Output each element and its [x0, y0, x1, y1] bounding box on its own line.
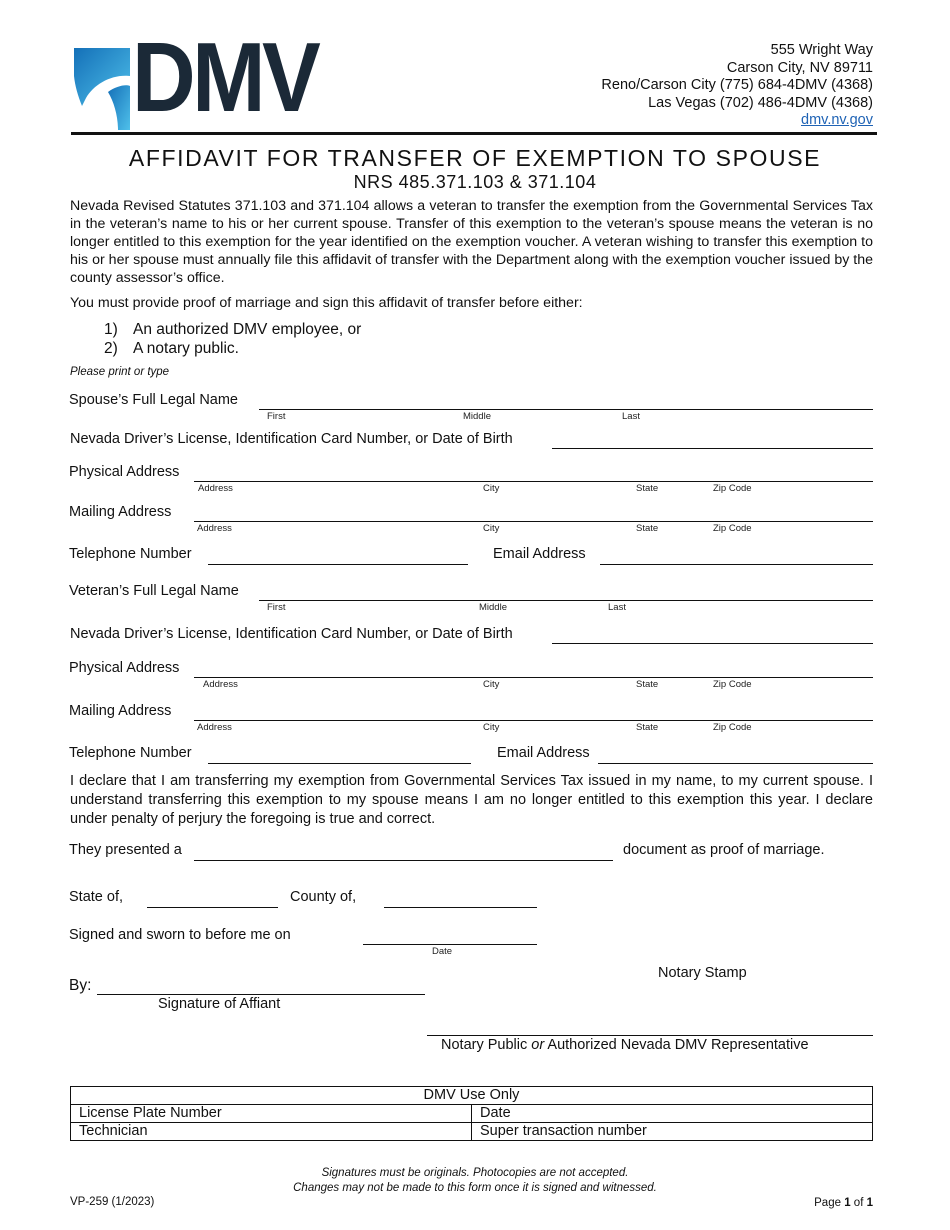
county-field[interactable] — [384, 907, 537, 908]
city-sublabel: City — [483, 523, 500, 534]
spouse-id-label: Nevada Driver’s License, Identification Card Number, or Date of Birth — [70, 431, 513, 447]
zip-sublabel: Zip Code — [713, 483, 752, 494]
middle-sublabel: Middle — [463, 411, 491, 422]
table-row — [71, 1105, 873, 1123]
dmv-logo — [72, 22, 318, 132]
proof-paragraph: You must provide proof of marriage and sign this affidavit of transfer before either: — [70, 295, 583, 311]
address-street: 555 Wright Way — [770, 42, 873, 58]
signature-affiant-label: Signature of Affiant — [158, 996, 281, 1012]
veteran-physical-field[interactable] — [194, 677, 873, 678]
middle-sublabel: Middle — [479, 602, 507, 613]
date-cell[interactable]: Date — [472, 1105, 873, 1123]
veteran-phone-field[interactable] — [208, 763, 471, 764]
address-sublabel: Address — [198, 483, 233, 494]
form-id: VP-259 (1/2023) — [70, 1196, 155, 1208]
phone-las-vegas: Las Vegas (702) 486-4DMV (4368) — [648, 94, 873, 111]
super-transaction-cell[interactable]: Super transaction number — [472, 1123, 873, 1141]
city-sublabel: City — [483, 722, 500, 733]
address-city: Carson City, NV 89711 — [726, 59, 873, 76]
form-title: AFFIDAVIT FOR TRANSFER OF EXEMPTION TO SPOUSE — [128, 145, 822, 171]
header-rule — [71, 132, 877, 135]
city-sublabel: City — [483, 679, 500, 690]
veteran-mailing-field[interactable] — [194, 720, 873, 721]
state-sublabel: State — [636, 679, 659, 690]
list-item: 1) An authorized DMV employee, or — [104, 321, 362, 338]
spouse-id-field[interactable] — [552, 448, 873, 449]
website-link[interactable]: dmv.nv.gov — [801, 112, 873, 128]
table-row — [71, 1123, 873, 1141]
address-sublabel: Address — [197, 722, 232, 733]
declaration-paragraph: I declare that I am transferring my exemption from Governmental Services Tax issued in my name, to my current spouse. I understand transferring this exemption to my spouse means I am no longer entitled to this exemption this year. I declare under penalty of perjury the foregoing is true and correct. — [70, 773, 873, 827]
state-label: State of, — [69, 889, 124, 905]
veteran-name-label: Veteran’s Full Legal Name — [69, 583, 239, 599]
state-sublabel: State — [636, 523, 659, 534]
veteran-name-field[interactable] — [259, 600, 873, 601]
print-note: Please print or type — [70, 366, 170, 378]
intro-paragraph: Nevada Revised Statutes 371.103 and 371.104 allows a veteran to transfer the exemption from the Governmental Services Tax in the veteran’s name to his or her current spouse. Transfer of this exemption to the veteran’s spouse means the veteran is no longer entitled to this exemption for the year identified on the exemption voucher. A veteran wishing to transfer this exemption to his or her spouse must annually file this affidavit of transfer with the Department along with the exemption voucher issued by the county assessor’s office. — [70, 198, 873, 286]
spouse-mailing-label: Mailing Address — [69, 504, 172, 520]
presented-suffix: document as proof of marriage. — [623, 842, 825, 858]
page-number: Page 1 of 1 — [814, 1197, 873, 1209]
spouse-name-field[interactable] — [259, 409, 873, 410]
county-label: County of, — [290, 889, 357, 905]
table-header: DMV Use Only — [71, 1087, 873, 1105]
options-list — [104, 320, 361, 358]
state-sublabel: State — [636, 483, 659, 494]
sworn-date-field[interactable] — [363, 944, 537, 945]
technician-cell[interactable]: Technician — [71, 1123, 472, 1141]
spouse-email-label: Email Address — [493, 546, 586, 562]
list-item: 2) A notary public. — [104, 340, 239, 357]
spouse-mailing-field[interactable] — [194, 521, 873, 522]
agency-address — [601, 42, 873, 130]
spouse-email-field[interactable] — [600, 564, 873, 565]
veteran-email-label: Email Address — [497, 745, 590, 761]
notary-representative-label: Notary Public or Authorized Nevada DMV Representative — [441, 1037, 809, 1053]
zip-sublabel: Zip Code — [713, 523, 752, 534]
spouse-physical-label: Physical Address — [69, 464, 180, 480]
zip-sublabel: Zip Code — [713, 679, 752, 690]
address-sublabel: Address — [197, 523, 232, 534]
date-sublabel: Date — [432, 946, 453, 957]
spouse-physical-field[interactable] — [194, 481, 873, 482]
zip-sublabel: Zip Code — [713, 722, 752, 733]
phone-reno: Reno/Carson City (775) 684-4DMV (4368) — [601, 77, 873, 93]
spouse-phone-field[interactable] — [208, 564, 468, 565]
notary-stamp-label: Notary Stamp — [658, 965, 747, 981]
presented-label: They presented a — [69, 842, 182, 858]
veteran-mailing-label: Mailing Address — [69, 703, 172, 719]
footer-note: Signatures must be originals. Photocopies are not accepted. Changes may not be made to this form once it is signed and witnessed. — [293, 1167, 657, 1194]
spouse-name-label: Spouse’s Full Legal Name — [69, 392, 238, 408]
logo-text: DMV — [132, 22, 318, 132]
veteran-id-label: Nevada Driver’s License, Identification Card Number, or Date of Birth — [70, 626, 513, 642]
affiant-signature-field[interactable] — [97, 994, 425, 995]
by-label: By: — [69, 977, 92, 994]
notary-signature-field[interactable] — [427, 1035, 873, 1036]
last-sublabel: Last — [608, 602, 626, 613]
last-sublabel: Last — [622, 411, 640, 422]
first-sublabel: First — [267, 602, 286, 613]
first-sublabel: First — [267, 411, 286, 422]
form-subtitle: NRS 485.371.103 & 371.104 — [353, 172, 597, 192]
veteran-email-field[interactable] — [598, 763, 873, 764]
address-sublabel: Address — [203, 679, 238, 690]
dmv-use-only-table — [70, 1086, 873, 1141]
state-sublabel: State — [636, 722, 659, 733]
veteran-phone-label: Telephone Number — [69, 745, 192, 761]
spouse-phone-label: Telephone Number — [69, 546, 192, 562]
sworn-label: Signed and sworn to before me on — [69, 927, 291, 943]
veteran-id-field[interactable] — [552, 643, 873, 644]
marriage-document-field[interactable] — [194, 860, 613, 861]
veteran-physical-label: Physical Address — [69, 660, 180, 676]
city-sublabel: City — [483, 483, 500, 494]
license-plate-cell[interactable]: License Plate Number — [71, 1105, 472, 1123]
state-field[interactable] — [147, 907, 278, 908]
